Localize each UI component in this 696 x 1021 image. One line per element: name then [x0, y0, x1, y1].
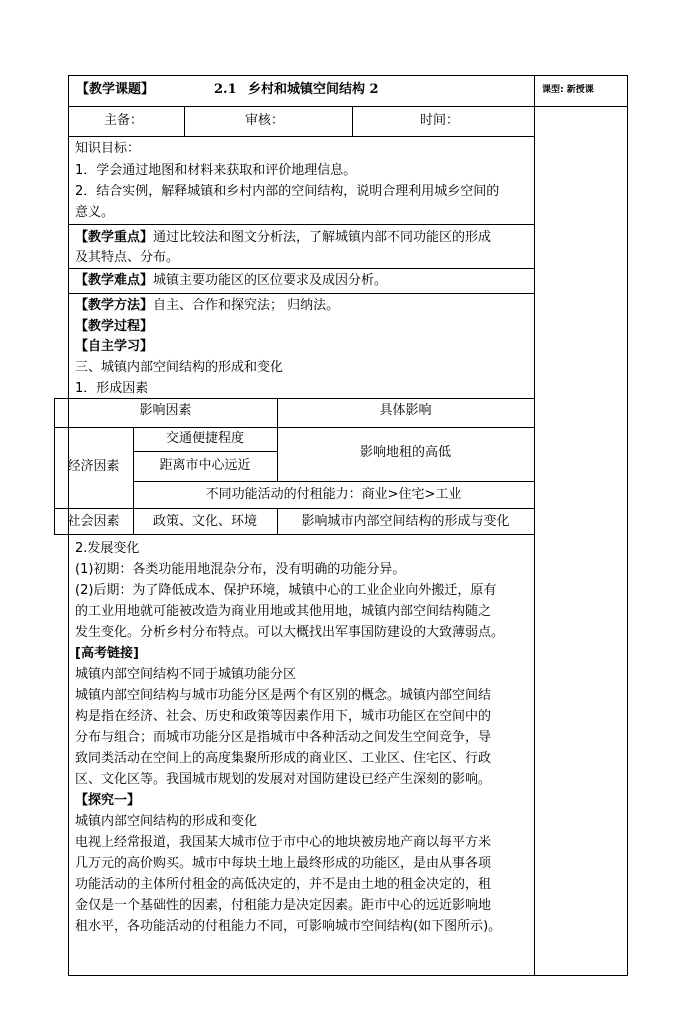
objective-2-line2: 意义。	[75, 205, 115, 220]
self-study-label: 【自主学习】	[75, 339, 154, 354]
exam-link-label: [高考链接]	[75, 646, 139, 661]
time-label: 时间：	[420, 113, 460, 128]
table-right-border	[627, 75, 628, 976]
review-label: 审核：	[245, 113, 285, 128]
explore-line1: 电视上经常报道，我国某大城市位于市中心的地块被房地产商以每平方米	[75, 835, 492, 850]
transport-factor: 交通便捷程度	[165, 431, 244, 446]
social-effect: 影响城市内部空间结构的形成与变化	[301, 514, 510, 529]
development-late-line3: 发生变化。分析乡村分布特点。可以大概找出军事国防建设的大致薄弱点。	[75, 625, 505, 640]
key-point-line1	[75, 229, 491, 247]
meta-row-border	[68, 136, 534, 137]
explore-line4: 金仅是一个基础性的因素，付租能力是决定因素。距市中心的远近影响地	[75, 898, 492, 913]
development-title: 2.发展变化	[75, 541, 140, 556]
social-factor-label: 社会因素	[67, 514, 120, 529]
keypoint-border	[68, 268, 534, 269]
exam-link-line1: 城镇内部空间结构与城市功能分区是两个有区别的概念。城镇内部空间结	[75, 688, 492, 703]
difficulty-label: 【教学难点】	[75, 273, 154, 288]
objective-1: 1．学会通过地图和材料来获取和评价地理信息。	[75, 163, 357, 178]
factor-table-inner-row	[133, 451, 277, 452]
lesson-number: 2.1	[214, 82, 237, 97]
meta-divider-2	[352, 106, 353, 136]
table-top-border	[68, 75, 627, 76]
factors-title: 1．形成因素	[75, 381, 149, 396]
explore-line5: 租水平，各功能活动的付租能力不同，可影响城市空间结构(如下图所示)。	[75, 919, 502, 934]
difficulty-text: 城镇主要功能区的区位要求及成因分析。	[153, 273, 388, 288]
development-late-line1: (2)后期：为了降低成本、保护环境，城镇中心的工业企业向外搬迁，原有	[75, 583, 497, 598]
exam-link-subtitle: 城镇内部空间结构不同于城镇功能分区	[75, 667, 297, 682]
factor-col-header-2: 具体影响	[379, 403, 432, 418]
table-column-divider	[534, 75, 535, 976]
exam-link-line4: 致同类活动在空间上的高度集聚所形成的商业区、工业区、住宅区、行政	[75, 751, 492, 766]
lesson-type: 课型: 新授课	[542, 85, 594, 95]
factor-table-row2	[133, 481, 534, 482]
objectives-border	[68, 224, 534, 225]
development-early: (1)初期：各类功能用地混杂分布，没有明确的功能分异。	[75, 562, 406, 577]
difficulty-border	[68, 293, 534, 294]
rent-ability: 不同功能活动的付租能力：商业>住宅>工业	[205, 487, 462, 502]
difficulty-line	[75, 272, 387, 290]
key-point-label: 【教学重点】	[75, 230, 154, 245]
key-point-text: 通过比较法和图文分析法，了解城镇内部不同功能区的形成	[153, 230, 492, 245]
method-text: 自主、合作和探究法； 归纳法。	[153, 298, 340, 313]
factor-table-top	[54, 398, 534, 399]
process-label: 【教学过程】	[75, 319, 154, 334]
factor-table-row3	[54, 508, 534, 509]
key-point-line2: 及其特点、分布。	[75, 250, 180, 265]
explore-line3: 功能活动的主体所付租金的高低决定的，并不是由土地的租金决定的，租	[75, 877, 492, 892]
table-bottom-border	[68, 975, 627, 976]
rent-effect: 影响地租的高低	[359, 445, 451, 460]
section-3-title: 三、城镇内部空间结构的形成和变化	[75, 360, 284, 375]
method-label: 【教学方法】	[75, 298, 154, 313]
distance-factor: 距离市中心远近	[159, 458, 251, 473]
objective-2-line1: 2．结合实例，解释城镇和乡村内部的空间结构，说明合理利用城乡空间的	[75, 184, 500, 199]
lesson-title: 乡村和城镇空间结构 2	[248, 82, 379, 97]
development-late-line2: 的工业用地就可能被改造为商业用地或其他用地，城镇内部空间结构随之	[75, 604, 492, 619]
exam-link-line2: 构是指在经济、社会、历史和政策等因素作用下，城市功能区在空间中的	[75, 709, 492, 724]
explore-line2: 几万元的高价购买。城市中每块土地上最终形成的功能区，是由从事各项	[75, 856, 492, 871]
factor-table-bottom	[54, 534, 534, 535]
lesson-title-label: 【教学课题】	[76, 82, 155, 97]
objectives-heading: 知识目标：	[75, 141, 141, 156]
host-label: 主备：	[104, 113, 144, 128]
economic-factor-label: 经济因素	[67, 459, 120, 474]
factor-table-row1	[54, 427, 534, 428]
meta-divider-1	[184, 106, 185, 136]
exam-link-line5: 区、文化区等。我国城市规划的发展对对国防建设已经产生深刻的影响。	[75, 772, 492, 787]
exam-link-line3: 分布与组合；而城市功能分区是指城市中各种活动之间发生空间竞争，导	[75, 730, 492, 745]
factor-col-header-1: 影响因素	[139, 403, 192, 418]
method-line	[75, 297, 339, 315]
header-row-border	[68, 106, 627, 107]
explore-subtitle: 城镇内部空间结构的形成和变化	[75, 814, 258, 829]
explore-label: 【探究一】	[75, 793, 141, 808]
social-factor-items: 政策、文化、环境	[152, 514, 257, 529]
